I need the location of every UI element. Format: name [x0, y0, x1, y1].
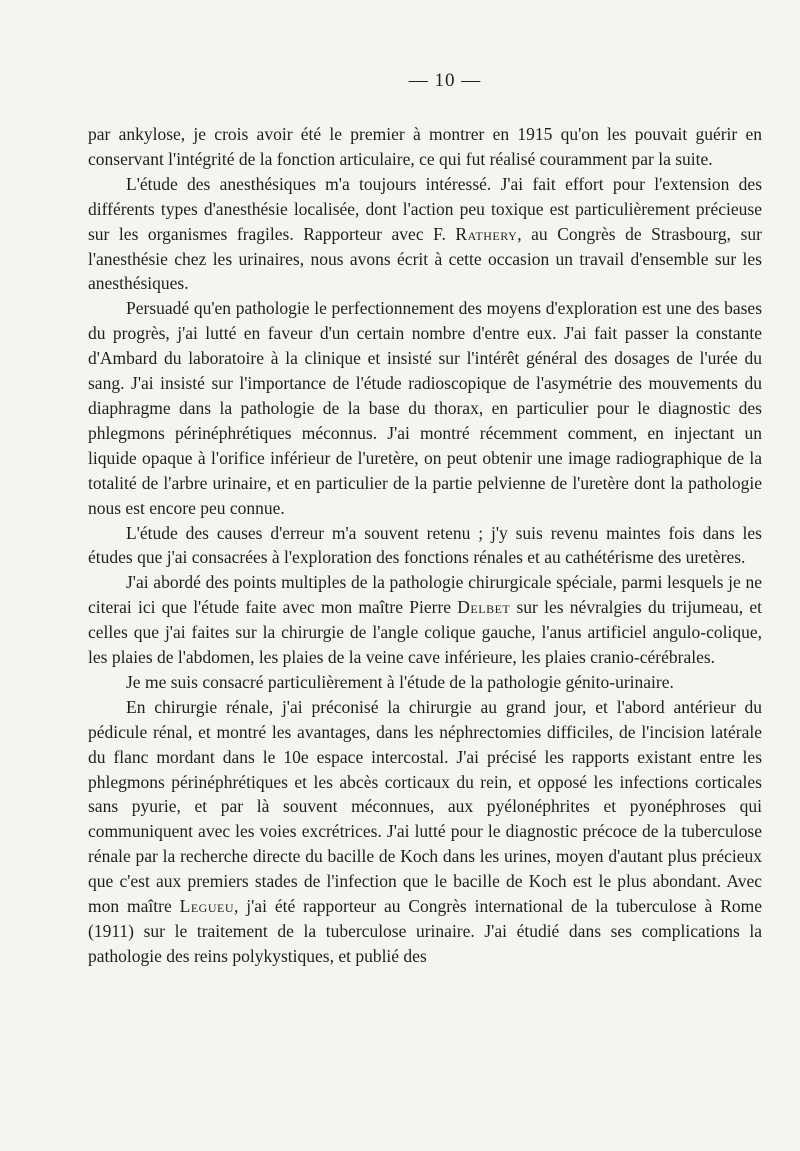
- author-name-rathery: Rathery: [455, 223, 518, 244]
- page-number: — 10 —: [408, 70, 482, 91]
- text-run: , au Congrès de Strasbourg, sur l'anesthésie chez les urinaires, nous avons écrit à cette occasion un travail d'ensemble sur les anesthésiques.: [88, 223, 762, 294]
- body-text: [88, 122, 762, 969]
- text-run: , j'ai été rapporteur au Congrès international de la tuberculose à Rome (1911) sur le traitement de la tuberculose urinaire. J'ai étudié dans ses complications la pathologie des reins polykystiques, et publié des: [88, 896, 762, 966]
- paragraph-pathologie-chirurgicale: [88, 570, 762, 670]
- text-run: par ankylose, je crois avoir été le premier à montrer en 1915 qu'on les pouvait guérir en conservant l'intégrité de la fonction articulaire, ce qui fut réalisé couramment par la suite.: [88, 124, 762, 169]
- text-run: J'ai abordé des points multiples de la pathologie chirurgicale spéciale, parmi lesquels je ne citerai ici que l'étude faite avec mon maître Pierre: [88, 572, 762, 618]
- paragraph-exploration: [88, 296, 762, 520]
- text-run: En chirurgie rénale, j'ai préconisé la chirurgie au grand jour, et l'abord antérieur du pédicule rénal, et montré les avantages, dans les néphrectomies difficiles, de l'incision latérale du flanc mordant dans le 10e espace intercostal. J'ai précisé les rapports existant entre les phlegmons périnéphrétiques et les abcès corticaux du rein, et opposé les infections corticales sans pyurie, et par là souvent méconnues, aux pyélonéphrites et pyonéphroses qui communiquent avec les voies excrétrices. J'ai lutté pour le diagnostic précoce de la tuberculose rénale par la recherche directe du bacille de Koch dans les urines, moyen d'autant plus précieux que c'est aux premiers stades de l'infection que le bacille de Koch est le plus abondant. Avec mon maître: [88, 696, 762, 917]
- text-run: Je me suis consacré particulièrement à l'étude de la pathologie génito-urinaire.: [126, 671, 674, 692]
- paragraph-ankylose: [88, 122, 762, 172]
- text-run: sur les névralgies du trijumeau, et celles que j'ai faites sur la chirurgie de l'angle colique gauche, l'anus artificiel angulo-colique, les plaies de l'abdomen, les plaies de la veine cave inférieure, les plaies cranio-cérébrales.: [88, 597, 762, 668]
- paragraph-genito-urinaire: [88, 670, 762, 695]
- paragraph-anesthesiques: [88, 172, 762, 297]
- text-run: Persuadé qu'en pathologie le perfectionnement des moyens d'exploration est une des bases du progrès, j'ai lutté en faveur d'un certain nombre d'entre eux. J'ai fait passer la constante d'Ambard du laboratoire à la clinique et insisté sur l'intérêt général des dosages de l'urée du sang. J'ai insisté sur l'importance de l'étude radioscopique de l'asymétrie des mouvements du diaphragme dans la pathologie de la base du thorax, en particulier pour le diagnostic des phlegmons périnéphrétiques méconnus. J'ai montré récemment comment, en injectant un liquide opaque à l'orifice inférieur de l'uretère, on peut obtenir une image radiographique de la totalité de l'arbre urinaire, et en particulier de la partie pelvienne de l'uretère dont la pathologie nous est encore peu connue.: [88, 298, 762, 518]
- paragraph-causes-erreur: [88, 521, 762, 571]
- paragraph-chirurgie-renale: [88, 695, 762, 969]
- author-name-delbet: Delbet: [457, 597, 511, 618]
- author-name-legueu: Legueu: [179, 896, 234, 917]
- text-run: L'étude des causes d'erreur m'a souvent retenu ; j'y suis revenu maintes fois dans les études que j'ai consacrées à l'exploration des fonctions rénales et au cathétérisme des uretères.: [88, 522, 762, 568]
- text-run: L'étude des anesthésiques m'a toujours intéressé. J'ai fait effort pour l'extension des différents types d'anesthésie localisée, dont l'action peu toxique est particulièrement précieuse sur les organismes fragiles. Rapporteur avec F.: [88, 173, 762, 244]
